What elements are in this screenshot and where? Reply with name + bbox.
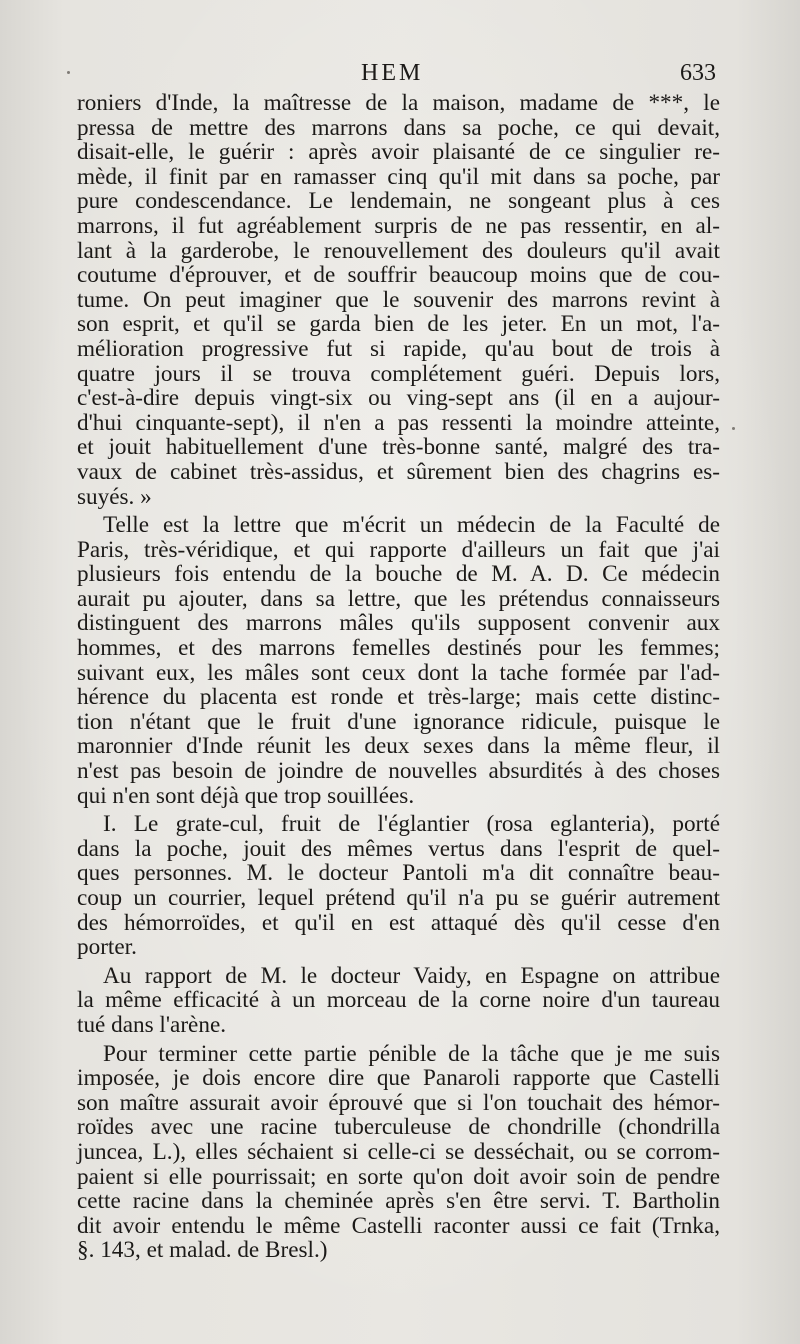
text-line: pure condescendance. Le lendemain, ne songeant plus à ces (77, 188, 720, 215)
text-line: aurait pu ajouter, dans sa lettre, que les prétendus connaisseurs (77, 585, 720, 612)
text-line: c'est-à-dire depuis vingt-six ou ving-sept ans (il en a aujour- (77, 385, 720, 412)
text-line: mède, il finit par en ramasser cinq qu'il mit dans sa poche, par (77, 163, 720, 190)
running-title: HEM (361, 60, 424, 86)
text-line: suivant eux, les mâles sont ceux dont la tache formée par l'ad- (77, 659, 720, 686)
text-line: vaux de cabinet très-assidus, et sûrement bien des chagrins es- (77, 458, 720, 485)
text-line: roniers d'Inde, la maîtresse de la maison, madame de ***, le (77, 90, 720, 116)
paragraph (77, 91, 720, 509)
text-line: Au rapport de M. le docteur Vaidy, en Espagne on attribue (103, 962, 720, 989)
text-line: Paris, très-véridique, et qui rapporte d'ailleurs un fait que j'ai (77, 536, 720, 563)
text-line: plusieurs fois entendu de la bouche de M. A. D. Ce médecin (77, 561, 720, 588)
text-line: son maître assurait avoir éprouvé que si l'on touchait des hémor- (77, 1089, 720, 1116)
text-line: d'hui cinquante-sept), il n'en a pas ressenti la moindre atteinte, (77, 409, 720, 436)
paragraph (77, 964, 720, 1038)
paragraph (77, 1042, 720, 1263)
text-line: porter. (77, 934, 137, 961)
text-line: tion n'étant que le fruit d'une ignorance ridicule, puisque le (77, 708, 720, 735)
text-line: son esprit, et qu'il se garda bien de les jeter. En un mot, l'a- (77, 311, 720, 338)
text-line: coutume d'éprouver, et de souffrir beaucoup moins que de cou- (77, 262, 720, 289)
paragraph (77, 513, 720, 808)
text-line: n'est pas besoin de joindre de nouvelles absurdités à des choses (77, 758, 720, 785)
text-line: disait-elle, le guérir : après avoir plaisanté de ce singulier re- (77, 139, 720, 166)
text-line: et jouit habituellement d'une très-bonne santé, malgré des tra- (77, 434, 720, 461)
text-line: quatre jours il se trouva complétement guéri. Depuis lors, (77, 360, 720, 387)
paragraph (77, 812, 720, 960)
text-line: dit avoir entendu le même Castelli raconter aussi ce fait (Trnka, (77, 1212, 720, 1239)
text-line: marrons, il fut agréablement surpris de ne pas ressentir, en al- (77, 212, 720, 239)
text-line: hommes, et des marrons femelles destinés pour les femmes; (77, 635, 720, 662)
text-line: tume. On peut imaginer que le souvenir des marrons revint à (77, 286, 720, 313)
text-line: pressa de mettre des marrons dans sa poche, ce qui devait, (77, 114, 720, 141)
text-line: tué dans l'arène. (77, 1011, 227, 1038)
text-line: la même efficacité à un morceau de la corne noire d'un taureau (77, 987, 720, 1014)
text-line: juncea, L.), elles séchaient si celle-ci se desséchait, ou se corrom- (77, 1138, 720, 1165)
ink-speck (67, 71, 70, 74)
text-line: Pour terminer cette partie pénible de la tâche que je me suis (103, 1040, 720, 1067)
text-line: maronnier d'Inde réunit les deux sexes dans la même fleur, il (77, 733, 720, 760)
text-line: cette racine dans la cheminée après s'en être servi. T. Bartholin (77, 1188, 720, 1215)
text-line: I. Le grate-cul, fruit de l'églantier (rosa eglanteria), porté (103, 811, 720, 838)
text-line: suyés. » (77, 483, 152, 510)
text-line: roïdes avec une racine tuberculeuse de chondrille (chondrilla (77, 1114, 720, 1141)
text-line: qui n'en sont déjà que trop souillées. (77, 782, 415, 809)
text-line: ques personnes. M. le docteur Pantoli m'a dit connaître beau- (77, 860, 720, 887)
text-line: coup un courrier, lequel prétend qu'il n'a pu se guérir autrement (77, 885, 720, 911)
running-header (78, 60, 716, 90)
text-line: distinguent des marrons mâles qu'ils supposent convenir aux (77, 610, 720, 637)
ink-speck (732, 427, 735, 430)
text-line: des hémorroïdes, et qu'il en est attaqué dès qu'il cesse d'en (77, 909, 720, 936)
text-line: imposée, je dois encore dire que Panaroli rapporte que Castelli (77, 1065, 720, 1092)
text-line: §. 143, et malad. de Bresl.) (77, 1237, 328, 1264)
text-line: dans la poche, jouit des mêmes vertus dans l'esprit de quel- (77, 835, 720, 862)
page-number: 633 (680, 60, 716, 86)
body-text (77, 91, 720, 1263)
text-line: paient si elle pourrissait; en sorte qu'on doit avoir soin de pendre (77, 1163, 720, 1190)
text-line: mélioration progressive fut si rapide, qu'au bout de trois à (77, 335, 720, 362)
text-line: Telle est la lettre que m'écrit un médecin de la Faculté de (103, 512, 720, 539)
text-line: hérence du placenta est ronde et très-large; mais cette distinc- (77, 684, 720, 711)
text-line: lant à la garderobe, le renouvellement des douleurs qu'il avait (77, 237, 720, 264)
